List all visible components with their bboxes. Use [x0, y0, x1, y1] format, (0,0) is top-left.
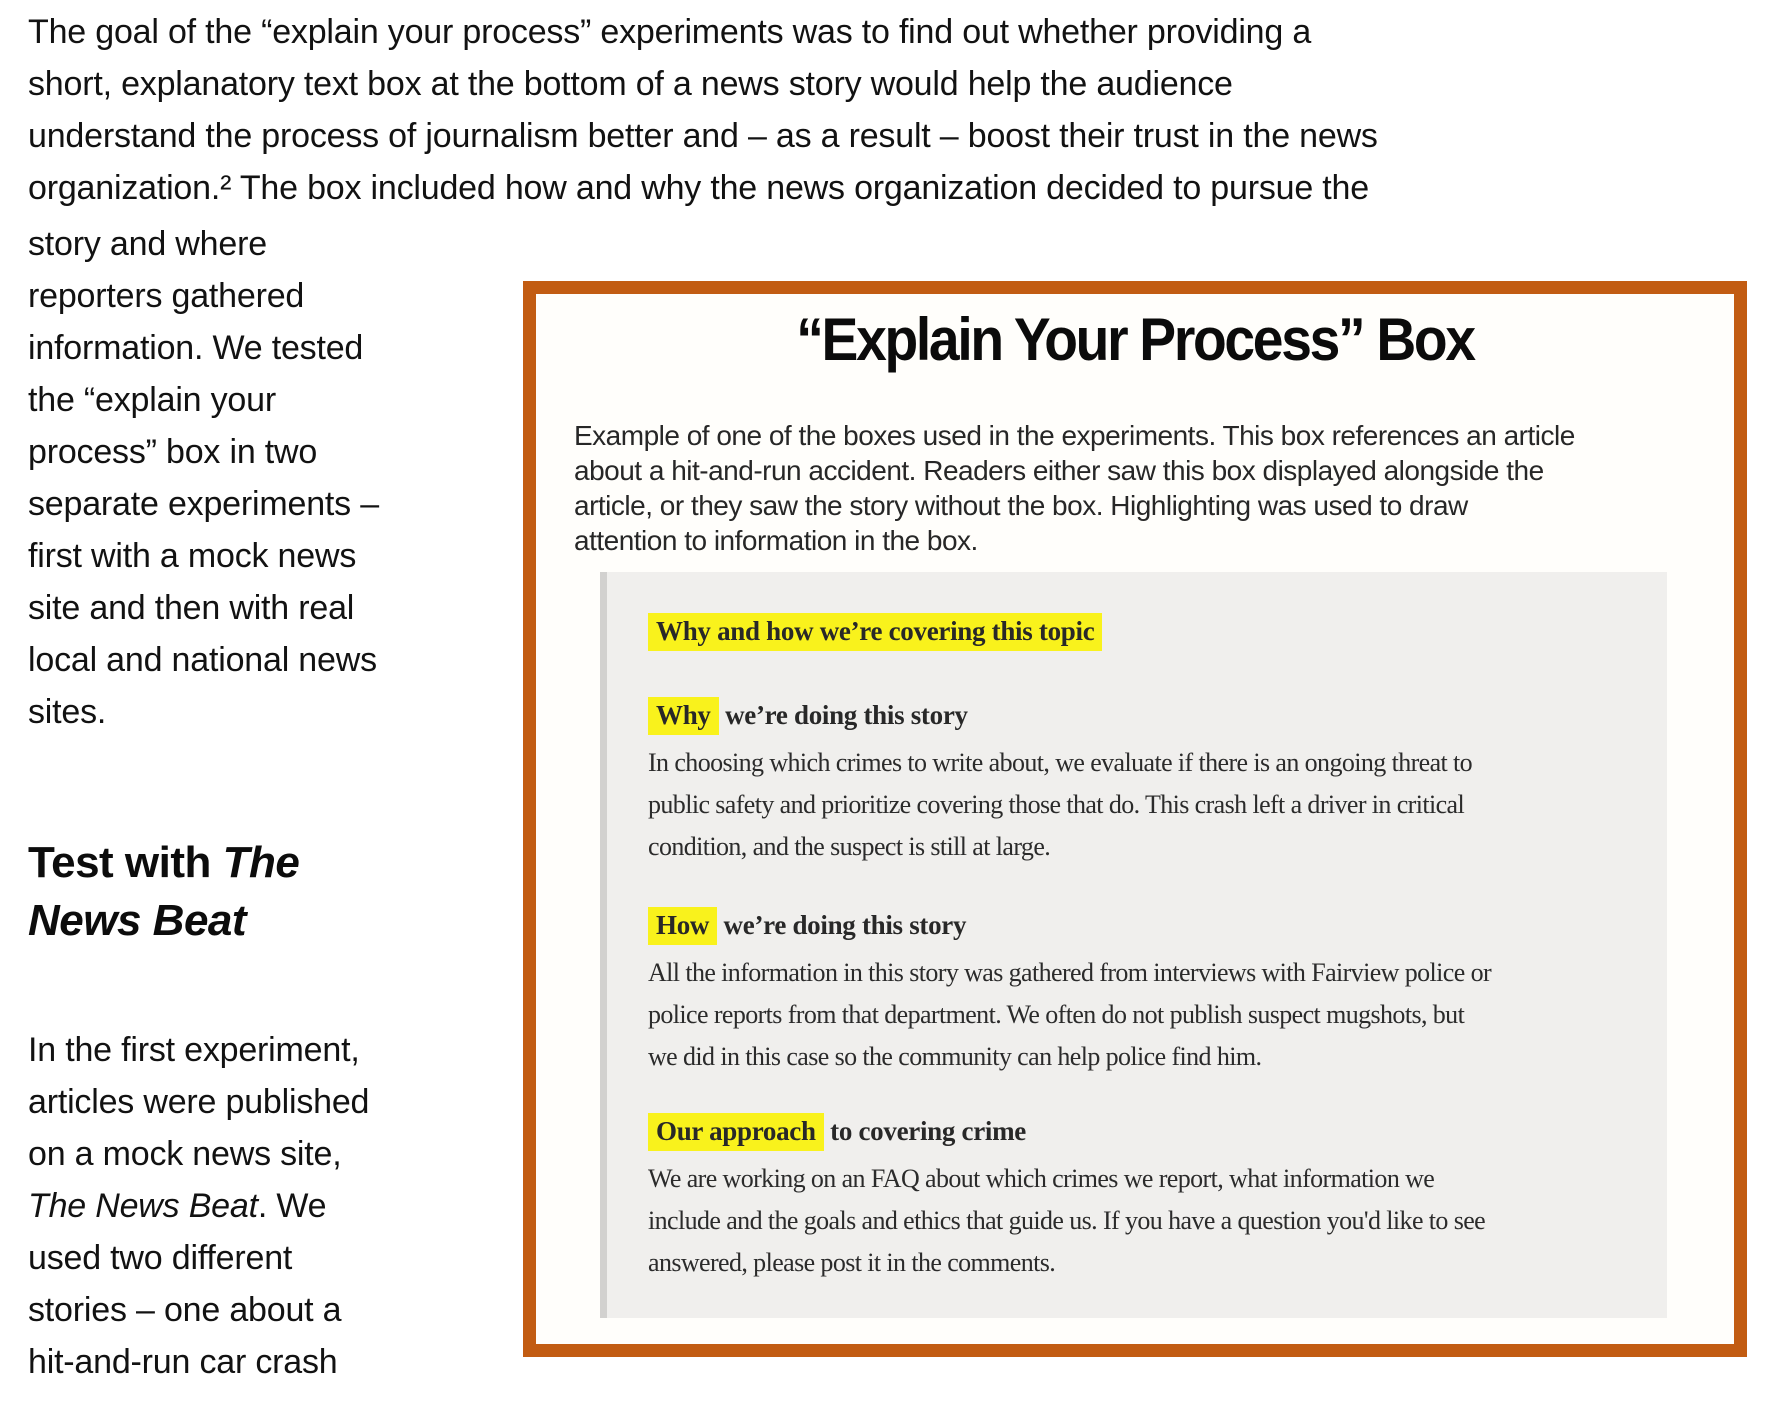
text-line: attention to information in the box.	[574, 525, 978, 556]
text-line: local and national news	[28, 641, 377, 679]
panel-left-edge	[600, 572, 607, 1318]
figure-caption	[574, 418, 1575, 558]
panel-main-header	[648, 612, 1648, 650]
text-line: on a mock news site,	[28, 1135, 342, 1173]
text-line: articles were published	[28, 1083, 370, 1121]
heading-line-1	[28, 834, 488, 892]
panel-why-body	[648, 742, 1648, 868]
section-heading	[28, 834, 488, 950]
experiment-paragraph-part2	[28, 1232, 488, 1388]
text-line: we did in this case so the community can help police find him.	[648, 1042, 1262, 1071]
heading-line-2	[28, 892, 488, 950]
text-line: sites.	[28, 693, 107, 731]
news-beat-italic: The News Beat	[28, 1187, 258, 1225]
heading-italic-text: News Beat	[28, 896, 247, 945]
highlight-mark: Why and how we’re covering this topic	[648, 613, 1102, 651]
experiment-paragraph-part1	[28, 1024, 488, 1180]
text-line: separate experiments –	[28, 485, 379, 523]
text-line: used two different	[28, 1239, 293, 1277]
experiment-paragraph-mixed-line	[28, 1180, 488, 1232]
text-line: information. We tested	[28, 329, 364, 367]
text-line: Example of one of the boxes used in the experiments. This box references an article	[574, 420, 1575, 451]
text-line: hit-and-run car crash	[28, 1343, 338, 1381]
text-line: short, explanatory text box at the bottom of a news story would help the audience	[28, 65, 1233, 103]
highlight-mark: Our approach	[648, 1113, 824, 1151]
panel-content	[648, 572, 1648, 1284]
text-line: The goal of the “explain your process” experiments was to find out whether providing a	[28, 13, 1312, 51]
mixed-line-rest: . We	[257, 1187, 327, 1225]
panel-header-rest: to covering crime	[823, 1116, 1026, 1146]
text-line: In choosing which crimes to write about, we evaluate if there is an ongoing threat to	[648, 748, 1473, 777]
text-line: understand the process of journalism better and – as a result – boost their trust in the news	[28, 117, 1378, 155]
text-line: All the information in this story was gathered from interviews with Fairview police or	[648, 958, 1492, 987]
text-line: first with a mock news	[28, 537, 357, 575]
text-line: We are working on an FAQ about which crimes we report, what information we	[648, 1164, 1435, 1193]
explain-your-process-figure	[523, 281, 1747, 1357]
text-line: include and the goals and ethics that guide us. If you have a question you'd like to see	[648, 1206, 1486, 1235]
text-line: reporters gathered	[28, 277, 305, 315]
text-line: In the first experiment,	[28, 1031, 360, 1069]
intro-paragraph	[28, 6, 1378, 214]
text-line: the “explain your	[28, 381, 276, 419]
text-line: public safety and prioritize covering those that do. This crash left a driver in critical	[648, 790, 1465, 819]
text-line: organization.² The box included how and why the news organization decided to pursue the	[28, 169, 1369, 207]
panel-how-header	[648, 906, 1648, 944]
text-line: about a hit-and-run accident. Readers either saw this box displayed alongside the	[574, 455, 1544, 486]
figure-title: “Explain Your Process” Box	[796, 306, 1474, 373]
panel-header-rest: we’re doing this story	[717, 910, 967, 940]
text-line: condition, and the suspect is still at large.	[648, 832, 1051, 861]
process-box-panel	[600, 572, 1667, 1318]
text-line: article, or they saw the story without the box. Highlighting was used to draw	[574, 490, 1468, 521]
heading-regular-text: Test with	[28, 838, 223, 887]
highlight-mark: Why	[648, 697, 719, 735]
highlight-mark: How	[648, 907, 717, 945]
text-line: answered, please post it in the comments.	[648, 1248, 1056, 1277]
panel-header-rest: we’re doing this story	[718, 700, 968, 730]
intro-continuation-paragraph	[28, 218, 488, 738]
text-line: stories – one about a	[28, 1291, 342, 1329]
panel-approach-body	[648, 1158, 1648, 1284]
heading-italic-text: The	[222, 838, 300, 887]
panel-how-body	[648, 952, 1648, 1078]
text-line: police reports from that department. We often do not publish suspect mugshots, but	[648, 1000, 1465, 1029]
left-column	[28, 218, 488, 1388]
experiment-paragraph	[28, 1024, 488, 1388]
text-line: site and then with real	[28, 589, 355, 627]
panel-approach-header	[648, 1112, 1648, 1150]
text-line: process” box in two	[28, 433, 318, 471]
panel-why-header	[648, 696, 1648, 734]
text-line: story and where	[28, 225, 267, 263]
